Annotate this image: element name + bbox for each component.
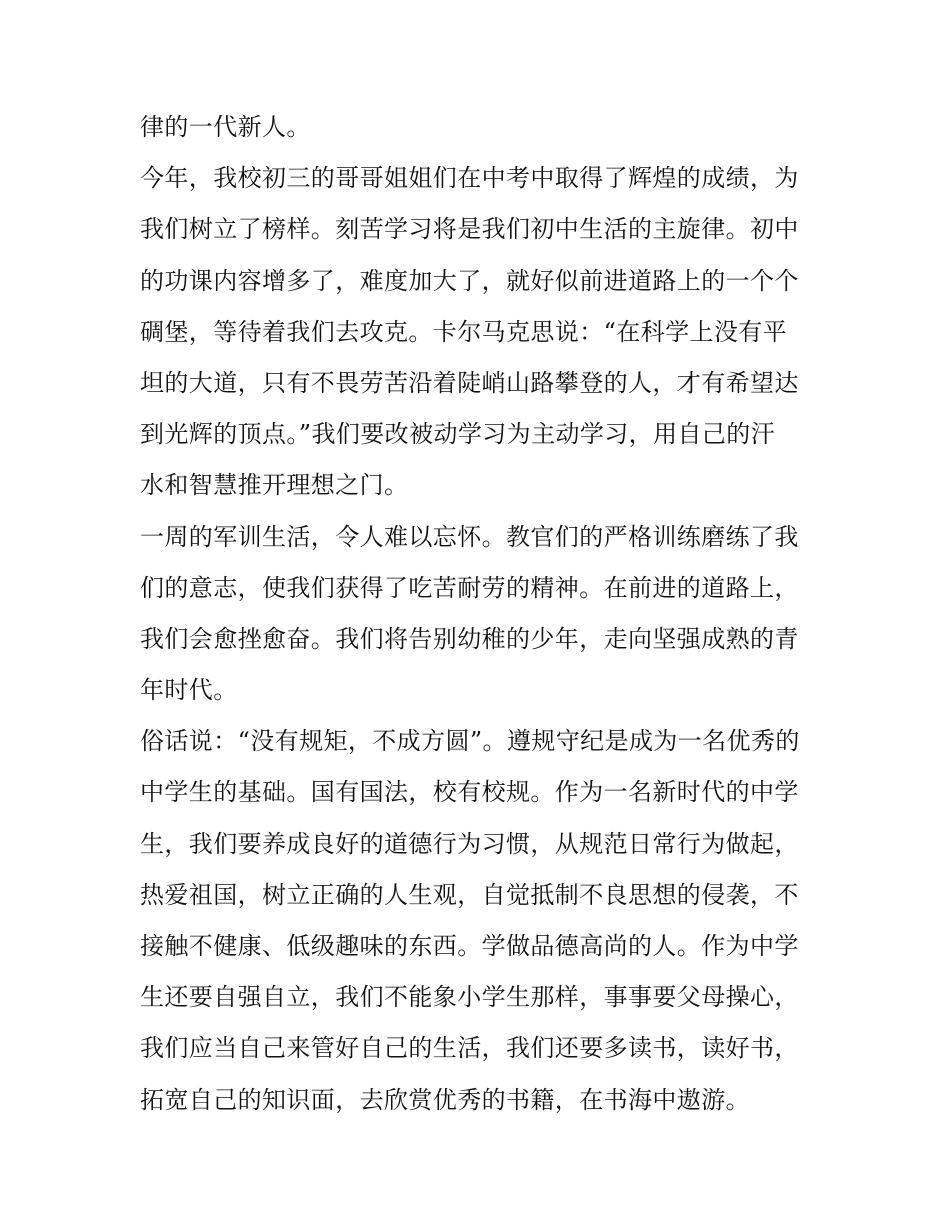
- text-line: 律的一代新人。: [140, 113, 311, 141]
- text-line: 的功课内容增多了，难度加大了，就好似前进道路上的一个个: [140, 266, 799, 295]
- text-line: 我们会愈挫愈奋。我们将告别幼稚的少年，走向坚强成熟的青: [140, 624, 799, 653]
- text-line: 们的意志，使我们获得了吃苦耐劳的精神。在前进的道路上，: [140, 573, 799, 602]
- text-line: 生还要自强自立，我们不能象小学生那样，事事要父母操心，: [140, 983, 799, 1012]
- text-line: 我们应当自己来管好自己的生活，我们还要多读书，读好书，: [140, 1034, 799, 1063]
- paragraph: [140, 716, 820, 1126]
- text-line: 水和智慧推开理想之门。: [140, 471, 409, 500]
- text-line: 一周的军训生活，令人难以忘怀。教官们的严格训练磨练了我: [140, 522, 799, 551]
- paragraph: [140, 102, 820, 153]
- text-line: 年时代。: [140, 676, 238, 705]
- text-line: 俗话说：“没有规矩，不成方圆”。遵规守纪是成为一名优秀的: [140, 727, 800, 756]
- text-line: 中学生的基础。国有国法，校有校规。作为一名新时代的中学: [140, 778, 799, 807]
- text-line: 接触不健康、低级趣味的东西。学做品德高尚的人。作为中学: [140, 932, 799, 960]
- text-line: 到光辉的顶点。”我们要改被动学习为主动学习，用自己的汗: [140, 420, 776, 449]
- paragraph: [140, 153, 820, 511]
- text-line: 我们树立了榜样。刻苦学习将是我们初中生活的主旋律。初中: [140, 215, 799, 244]
- text-line: 碉堡，等待着我们去攻克。卡尔马克思说：“在科学上没有平: [140, 317, 788, 346]
- text-line: 今年，我校初三的哥哥姐姐们在中考中取得了辉煌的成绩，为: [140, 164, 799, 193]
- paragraph: [140, 512, 820, 717]
- document-body: [140, 102, 820, 1126]
- text-line: 生，我们要养成良好的道德行为习惯，从规范日常行为做起，: [140, 829, 799, 858]
- text-line: 坦的大道，只有不畏劳苦沿着陡峭山路攀登的人，才有希望达: [140, 368, 799, 397]
- text-line: 拓宽自己的知识面，去欣赏优秀的书籍，在书海中遨游。: [140, 1085, 750, 1114]
- text-line: 热爱祖国，树立正确的人生观，自觉抵制不良思想的侵袭，不: [140, 880, 799, 909]
